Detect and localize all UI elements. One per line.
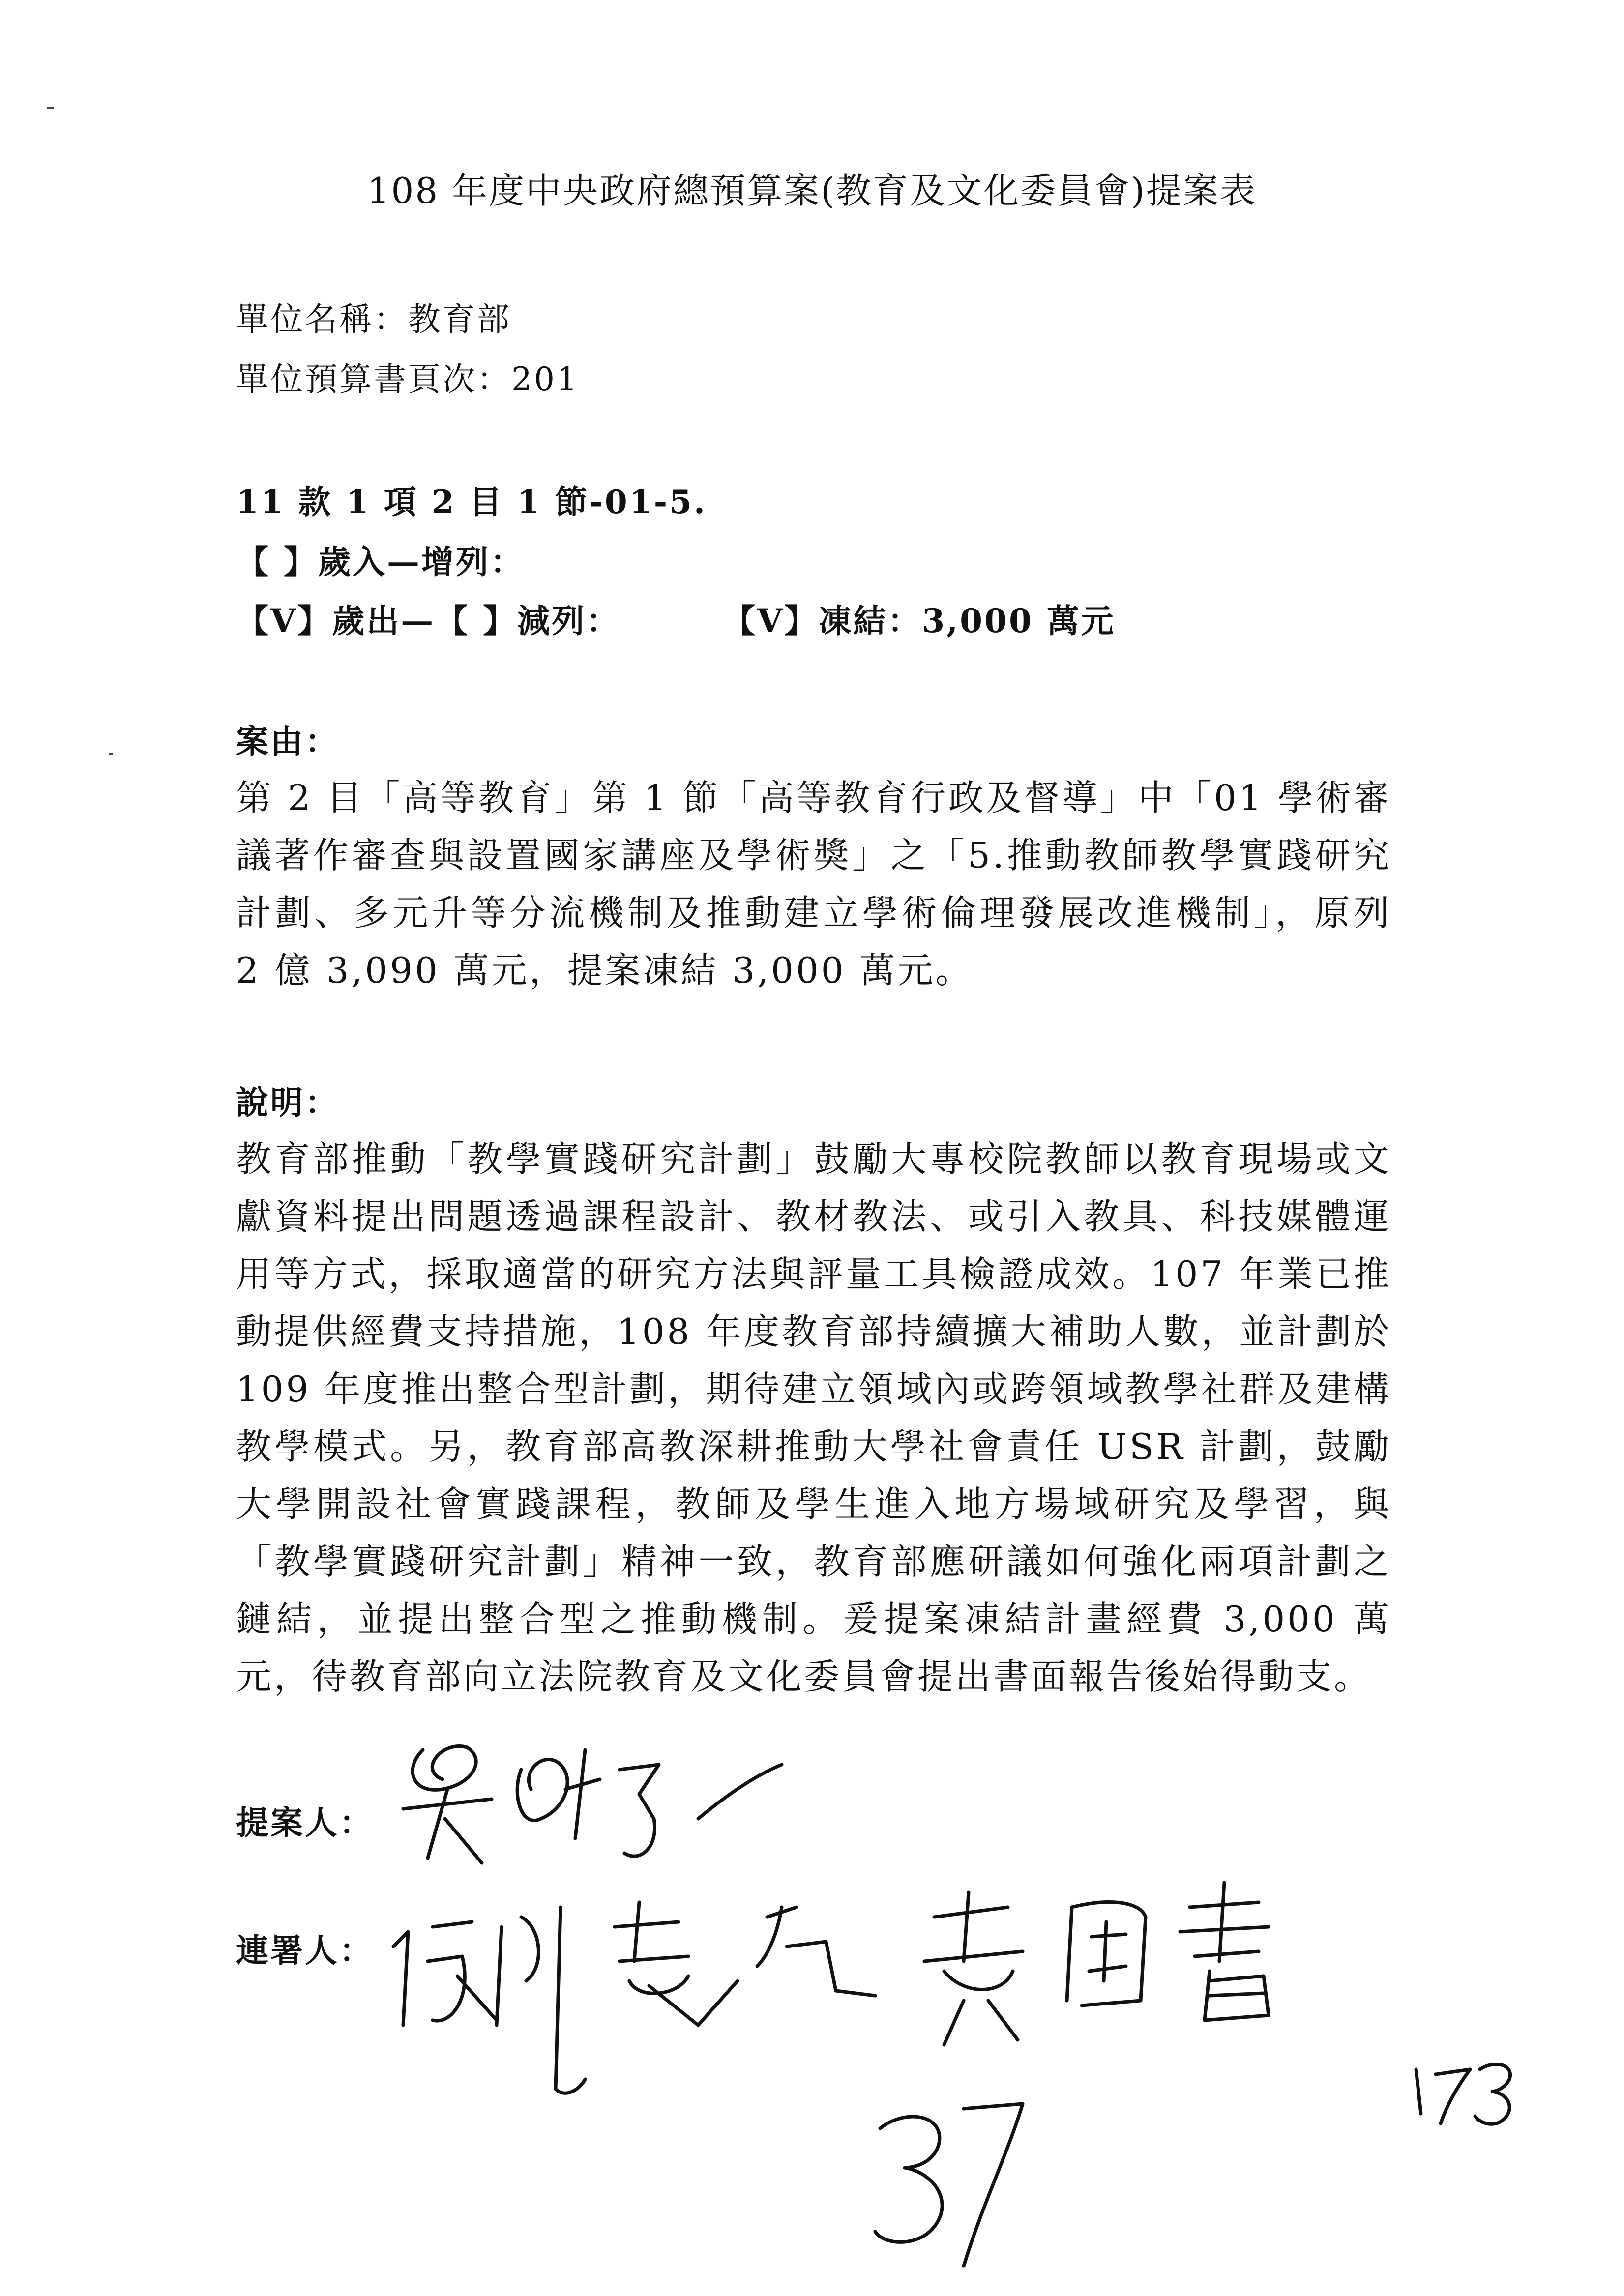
proposer-label: 提案人： xyxy=(236,1803,374,1842)
unit-name: 單位名稱：教育部 xyxy=(236,300,511,338)
expenditure-line: 【V】歲出—【 】減列： xyxy=(236,602,621,640)
explanation-text: 教育部推動「教學實踐研究計劃」鼓勵大專校院教師以教育現場或文獻資料提出問題透過課程設計、教材教法、或引入教具、科技媒體運用等方式，採取適當的研究方法與評量工具檢證成效。107 年業已推動提供經費支持措施，108 年度教育部持續擴大補助人數，並計劃於 109 年度推出整合型計劃，期待建立領域內或跨領域教學社群及建構教學模式。另，教育部高教深耕推動大學社會責任 USR 計劃，鼓勵大學開設社會實踐課程，教師及學生進入地方場域研究及學習，與「教學實踐研究計劃」精神一致，教育部應研議如何強化兩項計劃之鏈結，並提出整合型之推動機制。爰提案凍結計畫經費 3,000 萬元，待教育部向立法院教育及文化委員會提出書面報告後始得動支。 xyxy=(236,1138,1391,1697)
cosigner-label: 連署人： xyxy=(236,1931,374,1970)
budget-page: 單位預算書頁次：201 xyxy=(236,360,579,398)
cosigner-signatures xyxy=(393,1883,1269,2093)
reason-heading: 案由： xyxy=(236,722,339,760)
freeze-line: 【V】凍結：3,000 萬元 xyxy=(723,602,1116,640)
reason-text: 第 2 目「高等教育」第 1 節「高等教育行政及督導」中「01 學術審議著作審查與設置國家講座及學術獎」之「5.推動教師教學實踐研究計劃、多元升等分流機制及推動建立學術倫理發展改進機制」，原列 2 億 3,090 萬元，提案凍結 3,000 萬元。 xyxy=(236,777,1391,991)
revenue-line: 【 】歲入—增列： xyxy=(236,543,525,581)
handwritten-proposal-number xyxy=(875,2104,1023,2266)
proposer-signature xyxy=(403,1746,782,1863)
explanation-heading: 說明： xyxy=(236,1083,339,1122)
item-code: 11 款 1 項 2 目 1 節-01-5. xyxy=(236,483,707,521)
document-title: 108 年度中央政府總預算案(教育及文化委員會)提案表 xyxy=(367,170,1257,211)
handwritten-page-number xyxy=(1416,2064,1510,2124)
